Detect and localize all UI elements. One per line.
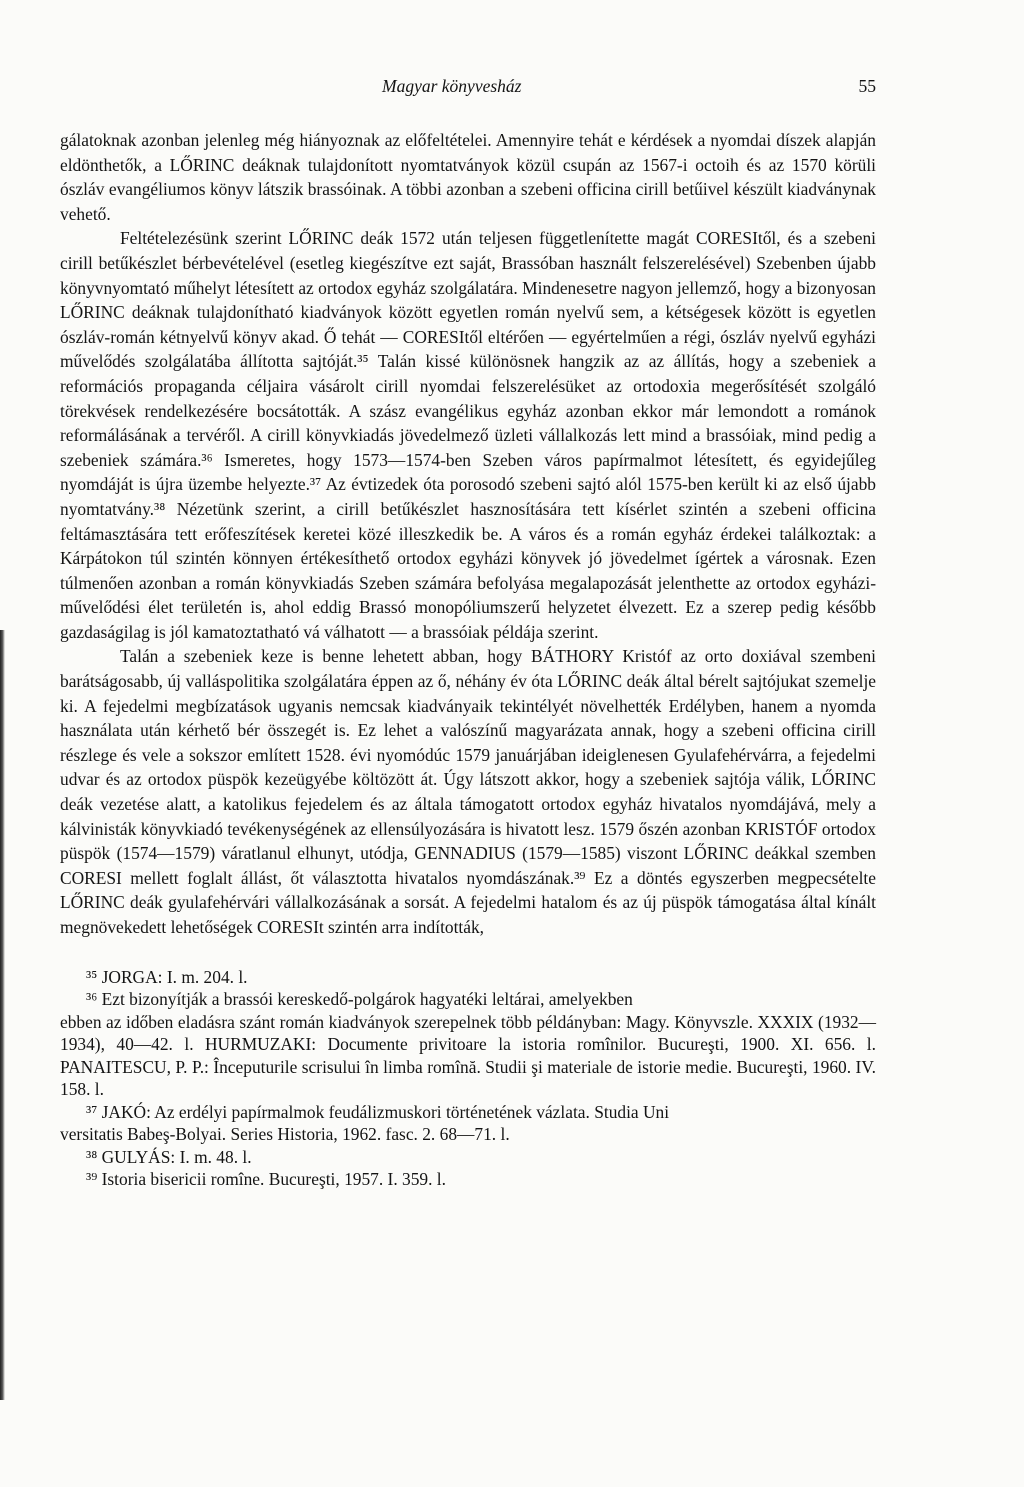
book-page bbox=[60, 70, 876, 1191]
footnote-36-continued: ebben az időben eladásra szánt román kiadványok szerepelnek több példányban: Magy. Könyvszle. XXXIX (1932—1934), 40—42. l. HURMUZAKI: Documente privitoare la istoria romînilor. Bucureşti, 1900. XI. 656. l. PANAITESCU, P. P.: Începuturile scrisului în limba romînă. Studii şi materiale de istorie medie. Bucureşti, 1960. IV. 158. l. bbox=[60, 1011, 876, 1100]
footnote-37: ³⁷ JAKÓ: Az erdélyi papírmalmok feudálizmuskori történetének vázlata. Studia Uni bbox=[86, 1101, 670, 1122]
page-header bbox=[60, 70, 876, 106]
footnote-35: ³⁵ JORGA: I. m. 204. l. bbox=[86, 966, 248, 987]
paragraph-continued: gálatoknak azonban jelenleg még hiányoznak az előfeltételei. Amennyire tehát e kérdések a nyomdai díszek alapján eldönthetők, a LŐRINC deáknak tulajdonított nyomtatványok közül csupán az 1567-i octoih és az 1570 körüli ószláv evangéliumos könyv látszik brassóinak. A többi azonban a szebeni officina cirill betűivel készült kiadványnak vehető. bbox=[60, 130, 876, 224]
paragraph: Feltételezésünk szerint LŐRINC deák 1572 után teljesen függetlenítette magát CORESItől, és a szebeni cirill betűkészlet bérbevételével (esetleg kiegészítve ezt saját, Brassóban használt felszerelésével) Szebenben újabb könyvnyomtató műhelyt létesített az ortodox egyház szolgálatára. Mindenesetre nagyon jellemző, hogy a bizonyosan LŐRINC deáknak tulajdonítható kiadványok között egyetlen román nyelvű sem, a kétségesek között is egyetlen ószláv-román kétnyelvű könyv akad. Ő tehát — CORESItől eltérően — egyértelműen a régi, ószláv nyelvű egyházi művelődés szolgálatába állította sajtóját.³⁵ Talán kissé különösnek hangzik az az állítás, hogy a szebeniek a reformációs propaganda céljaira vásárolt cirill nyomdai felszerelésüket az ortodoxia megerősítését szolgáló törekvések rendelkezésére bocsátották. A szász evangélikus egyház azonban ekkor már lemondott a románok reformálásának a tervéről. A cirill könyvkiadás jövedelmező üzleti vállalkozás lett mind a brassóiak, mind pedig a szebeniek számára.³⁶ Ismeretes, hogy 1573—1574-ben Szeben város papírmalmot létesített, és egyidejűleg nyomdáját is újra üzembe helyezte.³⁷ Az évtizedek óta porosodó szebeni sajtó alól 1575-ben került ki az első újabb nyomtatvány.³⁸ Nézetünk szerint, a cirill betűkészlet hasznosítására tett kísérlet szintén a szebeni officina feltámasztására tett erőfeszítések keretei közé illeszkedik be. A város és a román egyház érdekei találkoztak: a Kárpátokon túl szintén könnyen értékesíthető ortodox egyházi könyvek jó jövedelmet ígértek a városnak. Ezen túlmenően azonban a román könyvkiadás Szeben számára befolyása megalapozását jelenthette az ortodox egyházi-művelődési élet területén is, ahol eddig Brassó monopóliumszerű helyzetet élvezett. Ez a szerep pedig később gazdaságilag is jól kamatoztatható vá válhatott — a brassóiak példája szerint. bbox=[60, 228, 876, 642]
paragraph: Talán a szebeniek keze is benne lehetett abban, hogy BÁTHORY Kristóf az orto doxiával szembeni barátságosabb, új valláspolitika szolgálatára éppen az ő, néhány év óta LŐRINC deák által bérelt sajtójukat szemelje ki. A fejedelmi megbízatások ugyanis nemcsak kiadványaik tekintélyét növelhették Erdélyben, hanem a nyomda használata után kérhető bér összegét is. Ez lehet a valószínű magyarázata annak, hogy a szebeni officina cirill részlege és vele a sokszor említett 1528. évi nyomódúc 1579 januárjában ideiglenesen Gyulafehérvárra, a fejedelmi udvar és az ortodox püspök kezeügyébe költözött át. Úgy látszott akkor, hogy a szebeniek sajtója válik, LŐRINC deák vezetése alatt, a katolikus fejedelem és az általa támogatott ortodox egyház hivatalos nyomdájává, mely a kálvinisták könyvkiadó tevékenységének az ellensúlyozására is hivatott lesz. 1579 őszén azonban KRISTÓF ortodox püspök (1574—1579) váratlanul elhunyt, utódja, GENNADIUS (1579—1585) viszont LŐRINC deákkal szemben CORESI mellett foglalt állást, őt választotta hivatalos nyomdászának.³⁹ Ez a döntés egyszerben megpecsételte LŐRINC deák gyulafehérvári vállalkozásának a sorsát. A fejedelmi hatalom és az új püspök támogatása által kínált megnövekedett lehetőségek CORESIt szintén arra indították, bbox=[60, 646, 876, 937]
footnotes bbox=[60, 966, 876, 1191]
footnote-36: ³⁶ Ezt bizonyítják a brassói kereskedő-polgárok hagyatéki leltárai, amelyekben bbox=[86, 989, 633, 1010]
footnote-38: ³⁸ GULYÁS: I. m. 48. l. bbox=[86, 1146, 252, 1167]
footnote-39: ³⁹ Istoria bisericii romîne. Bucureşti, 1957. I. 359. l. bbox=[86, 1169, 446, 1190]
footnote-37-continued: versitatis Babeş-Bolyai. Series Historia, 1962. fasc. 2. 68—71. l. bbox=[60, 1124, 510, 1145]
page-number: 55 bbox=[858, 76, 876, 96]
running-title: Magyar könyvesház bbox=[382, 76, 522, 96]
main-text bbox=[60, 128, 876, 940]
scan-shadow-edge bbox=[0, 630, 5, 1400]
